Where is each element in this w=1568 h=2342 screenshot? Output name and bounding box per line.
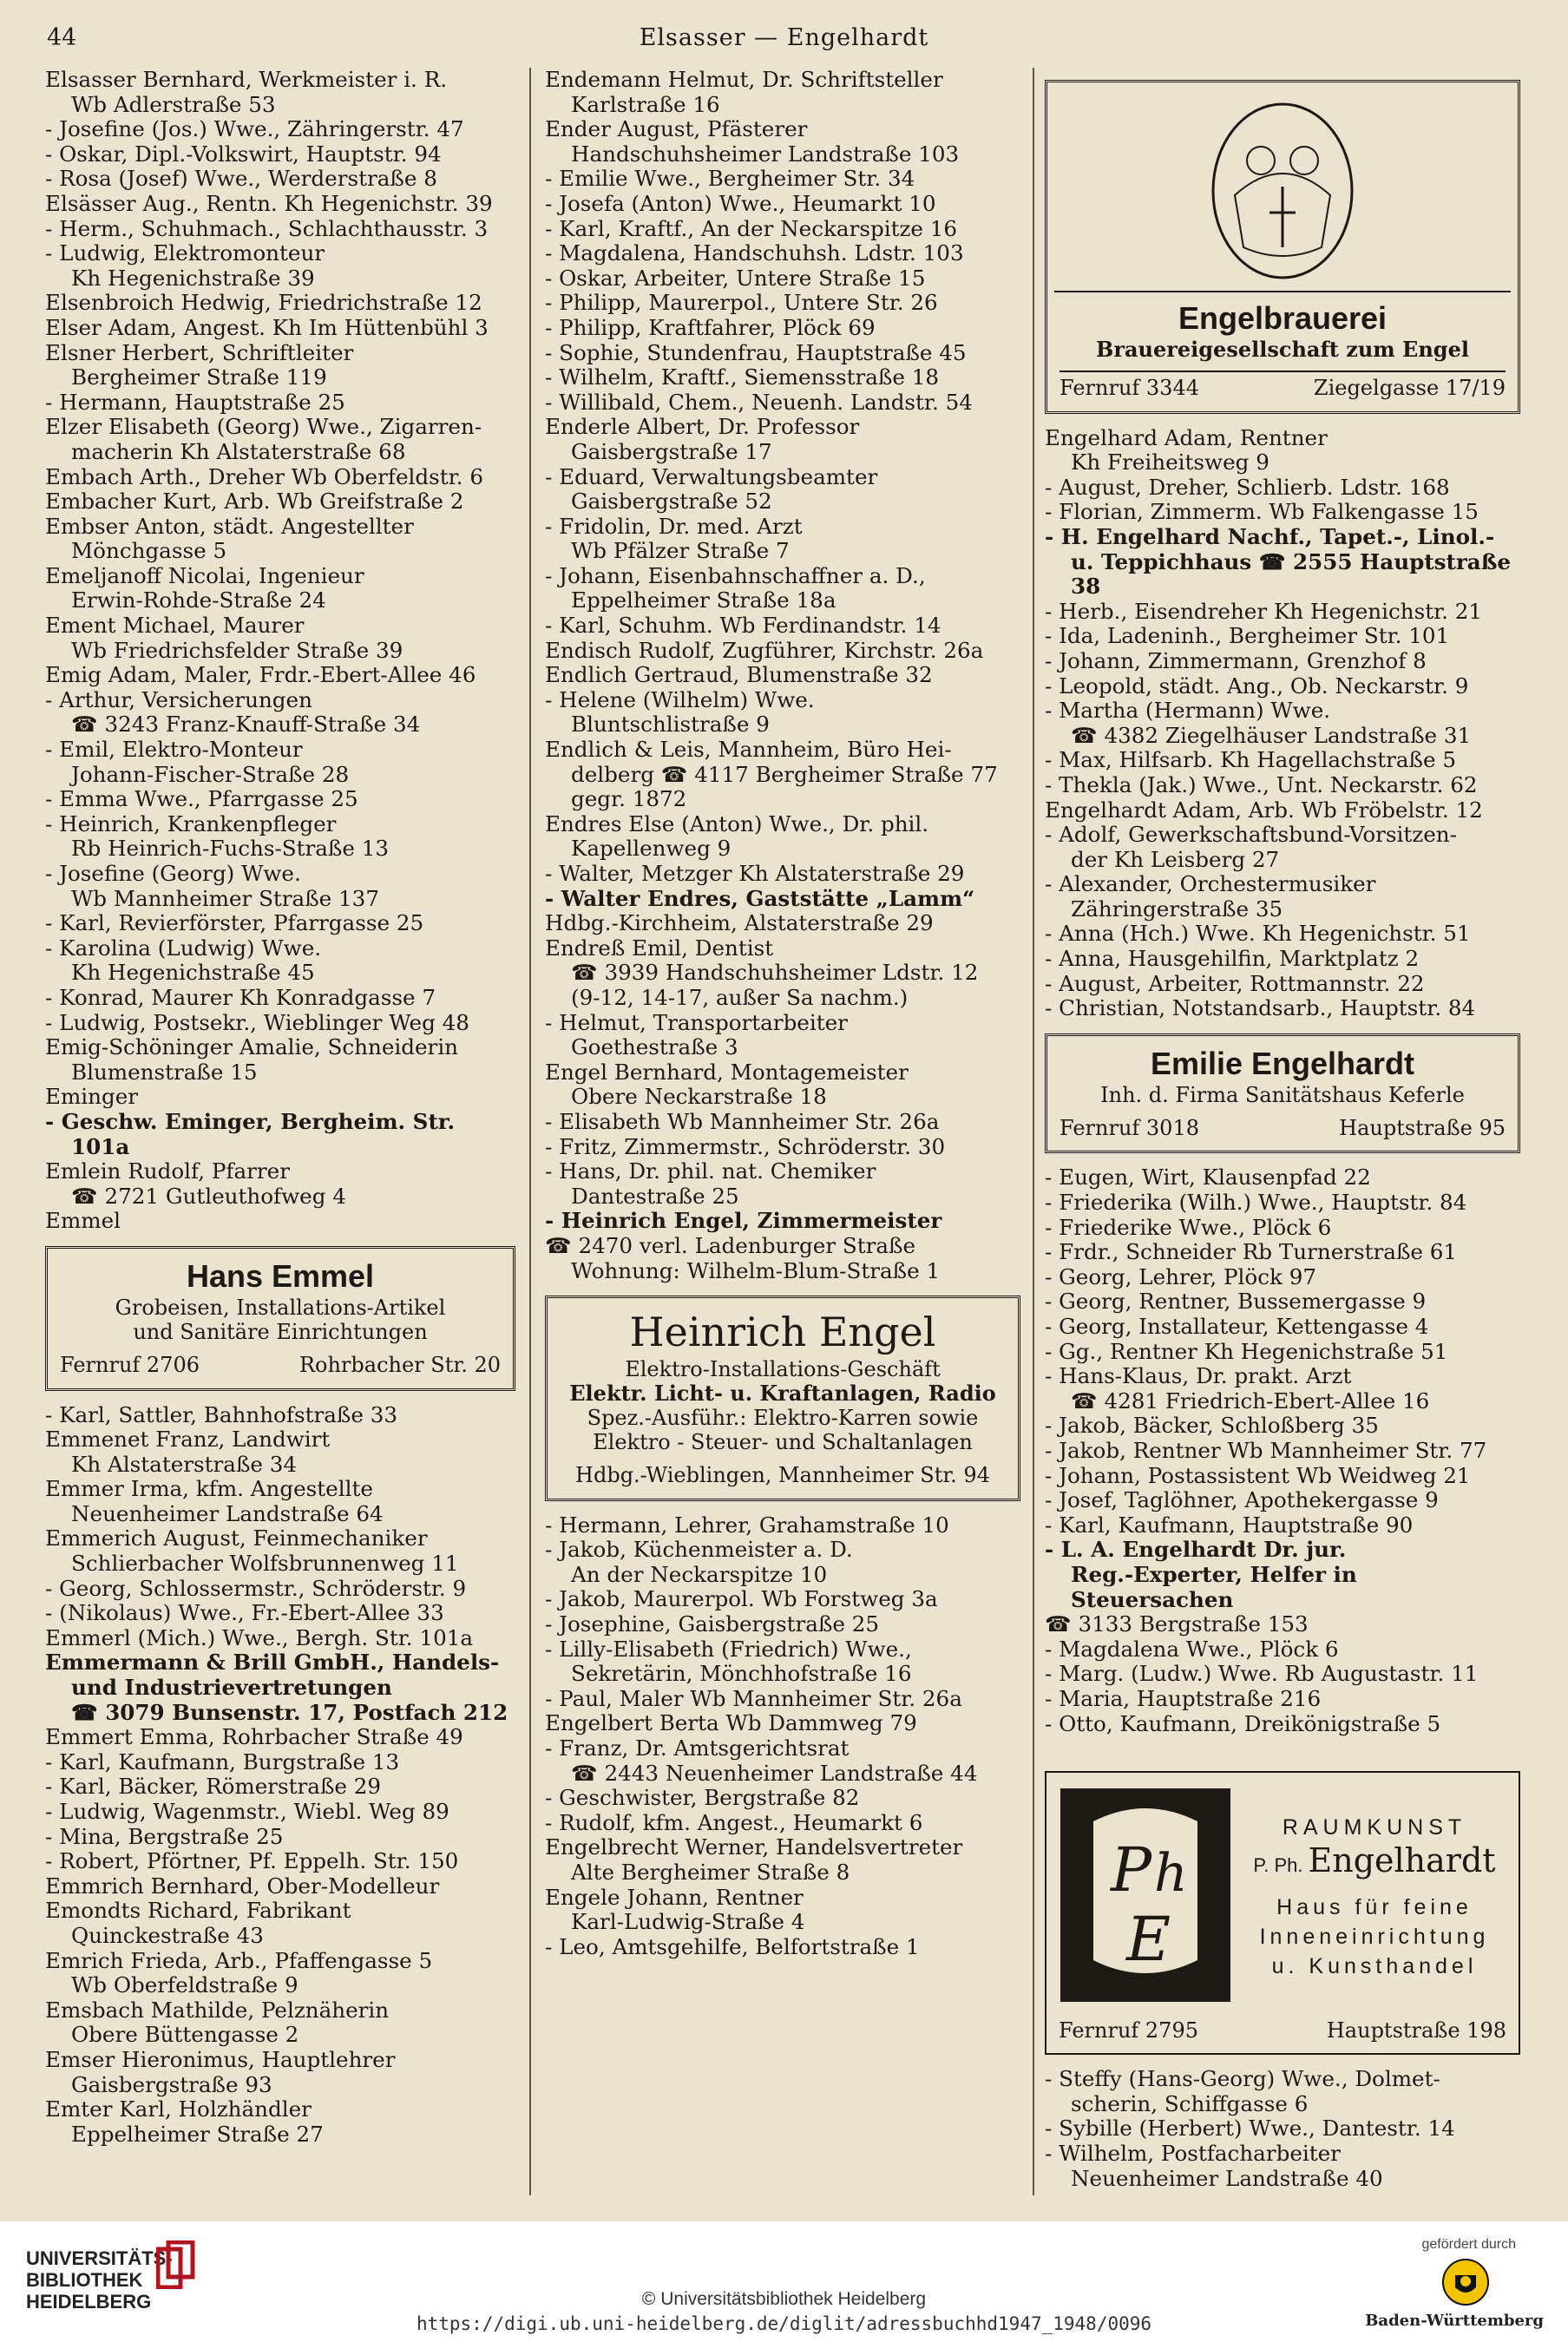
ad-line: Inneneinrichtung [1259,1924,1490,1949]
state-crest-icon [1441,2258,1490,2306]
directory-entry: - Eugen, Wirt, Klausenpfad 22 [1045,1164,1371,1191]
page-header [43,17,1525,57]
ad-phone: Fernruf 3344 [1060,376,1199,400]
directory-entry: Engelhardt Adam, Arb. Wb Fröbelstr. 12 [1045,797,1483,823]
ad-phone: Fernruf 3018 [1060,1115,1199,1140]
directory-entry: - Josefine (Jos.) Wwe., Zähringerstr. 47 [45,116,464,142]
ad-address: Rohrbacher Str. 20 [299,1352,501,1377]
library-logo-icon [156,2240,196,2289]
directory-entry: - Walter Endres, Gaststätte „Lamm“ [545,885,975,911]
ad-name: Emilie Engelhardt [1150,1045,1415,1081]
ad-contact-row [60,1353,501,1378]
directory-entry: - Sybille (Herbert) Wwe., Dantestr. 14 [1045,2116,1455,2142]
directory-entry: Elsner Herbert, Schriftleiter Bergheimer Straße 119 [45,339,354,390]
directory-entry: - Hans-Klaus, Dr. prakt. Arzt ☎ 4281 Friedrich-Ebert-Allee 16 [1045,1363,1430,1414]
directory-entry: Engel Bernhard, Montagemeister Obere Neckarstraße 18 [545,1059,909,1110]
directory-entry: - Wilhelm, Kraftf., Siemensstraße 18 [545,364,939,390]
directory-entry: Emeljanoff Nicolai, Ingenieur Erwin-Rohde-Straße 24 [45,562,364,613]
directory-entry: - Karl, Kaufmann, Burgstraße 13 [45,1748,400,1775]
directory-entry: - Emma Wwe., Pfarrgasse 25 [45,786,358,812]
directory-entry: - Jakob, Maurerpol. Wb Forstweg 3a [545,1586,938,1612]
directory-entry: - Oskar, Dipl.-Volkswirt, Hauptstr. 94 [45,141,442,167]
directory-entry: Emig-Schöninger Amalie, Schneiderin Blumenstraße 15 [45,1034,459,1085]
ad-emmel [45,1246,515,1391]
directory-entry: Enderle Albert, Dr. Professor Gaisbergstraße 17 [545,414,860,464]
directory-entry: Endreß Emil, Dentist ☎ 3939 Handschuhsheimer Ldstr. 12 (9-12, 14-17, außer Sa nachm.) [545,935,979,1010]
directory-entry: - Oskar, Arbeiter, Untere Straße 15 [545,265,926,291]
directory-entry: - Josephine, Gaisbergstraße 25 [545,1611,880,1637]
ad-line: Elektr. Licht- u. Kraftanlagen, Radio [569,1381,996,1407]
directory-entry: - Elisabeth Wb Mannheimer Str. 26a [545,1108,940,1134]
directory-entry: Emmrich Bernhard, Ober-Modelleur [45,1873,440,1899]
ad-engel [545,1296,1020,1501]
directory-entry: Ender August, Pfästerer Handschuhsheimer Landstraße 103 [545,116,960,167]
directory-entry: Elsasser Bernhard, Werkmeister i. R. Wb Adlerstraße 53 [45,67,448,117]
directory-entry: - Josefine (Georg) Wwe. Wb Mannheimer Straße 137 [45,861,379,911]
directory-entry: - Rudolf, kfm. Angest., Heumarkt 6 [545,1809,923,1835]
directory-entry: - Willibald, Chem., Neuenh. Landstr. 54 [545,389,973,415]
directory-entry: Elsässer Aug., Rentn. Kh Hegenichstr. 39 [45,190,493,216]
ad-name: Hans Emmel [186,1257,375,1294]
directory-entry: Engelbrecht Werner, Handelsvertreter Alte Bergheimer Straße 8 [545,1834,963,1885]
directory-entry: - Fridolin, Dr. med. Arzt Wb Pfälzer Straße 7 [545,513,803,564]
directory-entry: - Karl, Kraftf., An der Neckarspitze 16 [545,215,958,241]
directory-entry: Emig Adam, Maler, Frdr.-Ebert-Allee 46 [45,662,476,688]
ad-address: Hauptstraße 198 [1326,2017,1506,2043]
ad-line: Spez.-Ausführ.: Elektro-Karren sowie Elektro - Steuer- und Schaltanlagen [587,1406,979,1455]
directory-entry: - Alexander, Orchestermusiker Zähringerstraße 35 [1045,871,1376,922]
directory-entry: - (Nikolaus) Wwe., Fr.-Ebert-Allee 33 [45,1600,444,1626]
directory-entry: Endlich & Leis, Mannheim, Büro Hei- delberg ☎ 4117 Bergheimer Straße 77 gegr. 1872 [545,737,998,812]
directory-entry: Elsenbroich Hedwig, Friedrichstraße 12 [45,290,482,316]
directory-entry: Endlich Gertraud, Blumenstraße 32 [545,662,933,688]
directory-entry: - Martha (Hermann) Wwe. ☎ 4382 Ziegelhäuser Landstraße 31 [1045,698,1472,748]
directory-entry: - Friederike Wwe., Plöck 6 [1045,1214,1332,1240]
directory-entry: Endisch Rudolf, Zugführer, Kirchstr. 26a [545,637,984,663]
column-rule [1033,68,1034,2195]
ad-address: Hauptstraße 95 [1339,1115,1506,1140]
directory-entry: - Herb., Eisendreher Kh Hegenichstr. 21 [1045,598,1483,624]
ad-brauerei [1045,80,1520,414]
directory-entry: - Walter, Metzger Kh Alstaterstraße 29 [545,861,965,886]
directory-entry: Emser Hieronimus, Hauptlehrer Gaisbergstraße 93 [45,2046,396,2097]
ad-line: Haus für feine [1276,1894,1473,1919]
directory-entry: - Karl, Schuhm. Wb Ferdinandstr. 14 [545,613,941,639]
directory-entry: - Anna, Hausgehilfin, Marktplatz 2 [1045,946,1420,972]
directory-entry: - Sophie, Stundenfrau, Hauptstraße 45 [545,339,967,365]
directory-entry: - Magdalena, Handschuhsh. Ldstr. 103 [545,240,964,266]
directory-entry: - Franz, Dr. Amtsgerichtsrat ☎ 2443 Neuenheimer Landstraße 44 [545,1735,978,1786]
state-name: Baden-Württemberg [1365,2312,1544,2330]
directory-entry: - Maria, Hauptstraße 216 [1045,1685,1322,1711]
directory-entry: - Philipp, Kraftfahrer, Plöck 69 [545,314,876,340]
directory-entry: - August, Arbeiter, Rottmannstr. 22 [1045,970,1425,996]
directory-entry: - Karl, Sattler, Bahnhofstraße 33 [45,1401,397,1427]
directory-entry: ☎ 2470 verl. Ladenburger Straße Wohnung: Wilhelm-Blum-Straße 1 [545,1232,941,1283]
directory-entry: Emmer Irma, kfm. Angestellte Neuenheimer Landstraße 64 [45,1476,384,1526]
directory-entry: - Frdr., Schneider Rb Turnerstraße 61 [1045,1239,1458,1265]
directory-entry: - Geschw. Eminger, Bergheim. Str. 101a [45,1108,456,1159]
svg-text:E: E [1126,1904,1171,1976]
directory-entry: - Leo, Amtsgehilfe, Belfortstraße 1 [545,1933,920,1959]
directory-entry: - Johann, Eisenbahnschaffner a. D., Eppelheimer Straße 18a [545,562,926,613]
directory-entry: - Emilie Wwe., Bergheimer Str. 34 [545,166,915,192]
directory-entry: - Ludwig, Postsekr., Wieblinger Weg 48 [45,1009,469,1035]
ad-kunst: RAUMKUNST [1282,1814,1467,1840]
directory-entry: - Jakob, Küchenmeister a. D. An der Neckarspitze 10 [545,1537,853,1587]
directory-entry: Endemann Helmut, Dr. Schriftsteller Karlstraße 16 [545,67,943,117]
directory-entry: - August, Dreher, Schlierb. Ldstr. 168 [1045,474,1450,500]
ad-spacer [1243,1879,1506,1893]
directory-entry: - Adolf, Gewerkschaftsbund-Vorsitzen- der Kh Leisberg 27 [1045,822,1457,872]
directory-entry: Emrich Frieda, Arb., Pfaffengasse 5 Wb Oberfeldstraße 9 [45,1947,433,1998]
directory-entry: - Steffy (Hans-Georg) Wwe., Dolmet- scherin, Schiffgasse 6 [1045,2066,1440,2116]
ad-name-line [1243,1841,1506,1880]
directory-entry: - Johann, Postassistent Wb Weidweg 21 [1045,1462,1471,1488]
ad-name: Heinrich Engel [629,1309,936,1356]
directory-entry: Emmermann & Brill GmbH., Handels- und Industrievertretungen ☎ 3079 Bunsenstr. 17, Postfach 212 [45,1650,508,1725]
directory-entry: - Anna (Hch.) Wwe. Kh Hegenichstr. 51 [1045,921,1471,947]
ad-name: Engelbrauerei [1178,300,1388,336]
ad-contact-row [1059,2018,1506,2044]
directory-entry: - Ludwig, Wagenmstr., Wiebl. Weg 89 [45,1799,449,1824]
directory-entry: - Georg, Schlossermstr., Schröderstr. 9 [45,1575,467,1601]
running-title: Elsasser — Engelhardt [639,24,929,51]
directory-entry: - Jakob, Rentner Wb Mannheimer Str. 77 [1045,1437,1487,1463]
ad-phone: Fernruf 2706 [60,1352,200,1377]
ad-phone: Fernruf 2795 [1059,2017,1198,2043]
monogram-logo-icon [1059,1787,1232,2010]
directory-entry: Elser Adam, Angest. Kh Im Hüttenbühl 3 [45,314,489,340]
ad-contact-row [1060,1116,1506,1141]
angel-logo-icon [1054,91,1511,292]
ad-sub: Inh. d. Firma Sanitätshaus Keferle [1100,1082,1465,1107]
directory-entry: - Leopold, städt. Ang., Ob. Neckarstr. 9 [1045,672,1469,699]
directory-entry: Embach Arth., Dreher Wb Oberfeldstr. 6 [45,463,483,489]
directory-entry: Engelhard Adam, Rentner Kh Freiheitsweg 9 [1045,424,1328,476]
directory-entry: - Geschwister, Bergstraße 82 [545,1785,860,1811]
copyright: © Universitätsbibliothek Heidelberg [641,2289,927,2309]
directory-entry: - Ida, Ladeninh., Bergheimer Str. 101 [1045,623,1450,649]
directory-entry: Endres Else (Anton) Wwe., Dr. phil. Kapellenweg 9 [545,810,929,862]
directory-entry: - Magdalena Wwe., Plöck 6 [1045,1636,1339,1662]
directory-entry: - Johann, Zimmermann, Grenzhof 8 [1045,647,1427,673]
directory-entry: - Karl, Bäcker, Römerstraße 29 [45,1774,382,1800]
ad-address: Ziegelgasse 17/19 [1313,376,1506,400]
directory-entry: Emmert Emma, Rohrbacher Straße 49 [45,1724,463,1750]
directory-entry: Emmerich August, Feinmechaniker Schlierbacher Wolfsbrunnenweg 11 [45,1525,459,1577]
directory-entry: - L. A. Engelhardt Dr. jur. Reg.-Experter, Helfer in Steuersachen [1045,1537,1357,1612]
column-1 [45,68,515,2147]
directory-entry: Eminger [45,1084,139,1110]
directory-entry: - Wilhelm, Postfacharbeiter Neuenheimer Landstraße 40 [1045,2141,1383,2191]
directory-entry: Emmenet Franz, Landwirt Kh Alstaterstraße 34 [45,1427,331,1477]
directory-entry: - Hermann, Lehrer, Grahamstraße 10 [545,1512,949,1538]
ad-lines: Grobeisen, Installations-Artikel und Sanitäre Einrichtungen [115,1295,446,1344]
directory-entry: - Gg., Rentner Kh Hegenichstraße 51 [1045,1338,1448,1364]
page-url[interactable]: https://digi.ub.uni-heidelberg.de/diglit/adressbuchhd1947_1948/0096 [416,2313,1152,2334]
directory-entry: - Paul, Maler Wb Mannheimer Str. 26a [545,1685,962,1711]
directory-entry: Embser Anton, städt. Angestellter Mönchgasse 5 [45,513,414,564]
directory-entry: - Philipp, Maurerpol., Untere Str. 26 [545,290,938,316]
funded-by: gefördert durch [1421,2237,1516,2252]
directory-entry: - Josefa (Anton) Wwe., Heumarkt 10 [545,190,936,216]
directory-entry: - Karolina (Ludwig) Wwe. Kh Hegenichstraße 45 [45,935,322,986]
ad-address-row [560,1463,1006,1488]
ad-name: Engelhardt [1308,1841,1496,1880]
directory-entry: Elzer Elisabeth (Georg) Wwe., Zigarren- macherin Kh Alstaterstraße 68 [45,414,482,464]
directory-entry: - Emil, Elektro-Monteur Johann-Fischer-Straße 28 [45,737,350,787]
directory-entry: - Otto, Kaufmann, Dreikönigstraße 5 [1045,1710,1441,1736]
directory-entry: Engele Johann, Rentner Karl-Ludwig-Straße 4 [545,1884,805,1935]
ad-address: Hdbg.-Wieblingen, Mannheimer Str. 94 [575,1463,990,1488]
ad-raum [1045,1771,1520,2055]
ad-body [1059,1787,1506,2010]
directory-entry: - Rosa (Josef) Wwe., Werderstraße 8 [45,166,437,192]
directory-entry: - Helene (Wilhelm) Wwe. Bluntschlistraße 9 [545,686,815,738]
column-3 [1045,68,1520,2191]
directory-entry: - Arthur, Versicherungen ☎ 3243 Franz-Knauff-Straße 34 [45,686,421,738]
directory-entry: Emlein Rudolf, Pfarrer ☎ 2721 Gutleuthofweg 4 [45,1158,346,1209]
ad-sub: Brauereigesellschaft zum Engel [1096,337,1469,362]
directory-entry: - Georg, Installateur, Kettengasse 4 [1045,1314,1429,1339]
directory-entry: - Fritz, Zimmermstr., Schröderstr. 30 [545,1133,946,1159]
directory-entry: Emter Karl, Holzhändler Eppelheimer Straße 27 [45,2096,324,2147]
directory-entry: Embacher Kurt, Arb. Wb Greifstraße 2 [45,489,464,515]
directory-entry: Emmel [45,1208,121,1234]
directory-entry: Emsbach Mathilde, Pelznäherin Obere Büttengasse 2 [45,1997,390,2048]
column-2 [545,68,1020,1959]
directory-entry: - Ludwig, Elektromonteur Kh Hegenichstraße 39 [45,240,325,291]
svg-text:P: P [1111,1834,1152,1906]
column-rule [529,68,531,2195]
directory-entry: - Max, Hilfsarb. Kh Hagellachstraße 5 [1045,747,1456,773]
directory-entry: Emmerl (Mich.) Wwe., Bergh. Str. 101a [45,1624,474,1650]
directory-entry: - H. Engelhard Nachf., Tapet.-, Linol.- u. Teppichhaus ☎ 2555 Hauptstraße 38 [1045,523,1512,600]
ad-emilie [1045,1033,1520,1154]
directory-entry: - Thekla (Jak.) Wwe., Unt. Neckarstr. 62 [1045,771,1478,797]
ad-text [1243,1815,1506,1981]
directory-entry: - Robert, Pförtner, Pf. Eppelh. Str. 150 [45,1848,459,1874]
directory-entry: - Eduard, Verwaltungsbeamter Gaisbergstraße 52 [545,463,878,515]
directory-entry: Engelbert Berta Wb Dammweg 79 [545,1710,917,1736]
directory-entry: - Friederika (Wilh.) Wwe., Hauptstr. 84 [1045,1190,1467,1216]
directory-entry: - Florian, Zimmerm. Wb Falkengasse 15 [1045,499,1479,525]
viewer-footer [0,2221,1568,2342]
directory-entry: - Herm., Schuhmach., Schlachthausstr. 3 [45,215,489,241]
directory-entry: - Hans, Dr. phil. nat. Chemiker Dantestraße 25 [545,1158,876,1209]
directory-entry: Emondts Richard, Fabrikant Quinckestraße 43 [45,1898,351,1948]
directory-entry: - Helmut, Transportarbeiter Goethestraße 3 [545,1009,848,1060]
directory-entry: - Marg. (Ludw.) Wwe. Rb Augustastr. 11 [1045,1661,1479,1687]
directory-entry: - Mina, Bergstraße 25 [45,1823,284,1849]
directory-entry: ☎ 3133 Bergstraße 153 [1045,1611,1309,1637]
ad-line: u. Kunsthandel [1271,1953,1478,1978]
directory-entry: - Josef, Taglöhner, Apothekergasse 9 [1045,1487,1439,1513]
directory-entry: - Konrad, Maurer Kh Konradgasse 7 [45,984,436,1010]
directory-entry: - Karl, Revierförster, Pfarrgasse 25 [45,910,424,936]
ad-contact-row [1060,371,1506,401]
ad-line: Elektro-Installations-Geschäft [625,1357,941,1382]
directory-entry: - Heinrich Engel, Zimmermeister [545,1208,942,1234]
directory-entry: Hdbg.-Kirchheim, Alstaterstraße 29 [545,910,934,936]
library-name[interactable]: UNIVERSITÄTS- BIBLIOTHEK HEIDELBERG [26,2247,173,2312]
page-number: 44 [47,24,77,51]
directory-entry: - Hermann, Hauptstraße 25 [45,389,345,415]
directory-entry: - Jakob, Bäcker, Schloßberg 35 [1045,1413,1379,1439]
directory-entry: - Christian, Notstandsarb., Hauptstr. 84 [1045,995,1476,1021]
directory-entry: - Lilly-Elisabeth (Friedrich) Wwe., Sekretärin, Mönchhofstraße 16 [545,1636,912,1687]
directory-entry: - Georg, Rentner, Bussemergasse 9 [1045,1289,1427,1315]
svg-text:h: h [1154,1843,1188,1905]
directory-entry: Ement Michael, Maurer Wb Friedrichsfelder Straße 39 [45,613,403,663]
directory-entry: - Karl, Kaufmann, Hauptstraße 90 [1045,1512,1414,1538]
directory-entry: - Heinrich, Krankenpfleger Rb Heinrich-Fuchs-Straße 13 [45,810,390,862]
ad-pph: P. Ph. [1253,1854,1303,1877]
directory-entry: - Georg, Lehrer, Plöck 97 [1045,1263,1317,1289]
